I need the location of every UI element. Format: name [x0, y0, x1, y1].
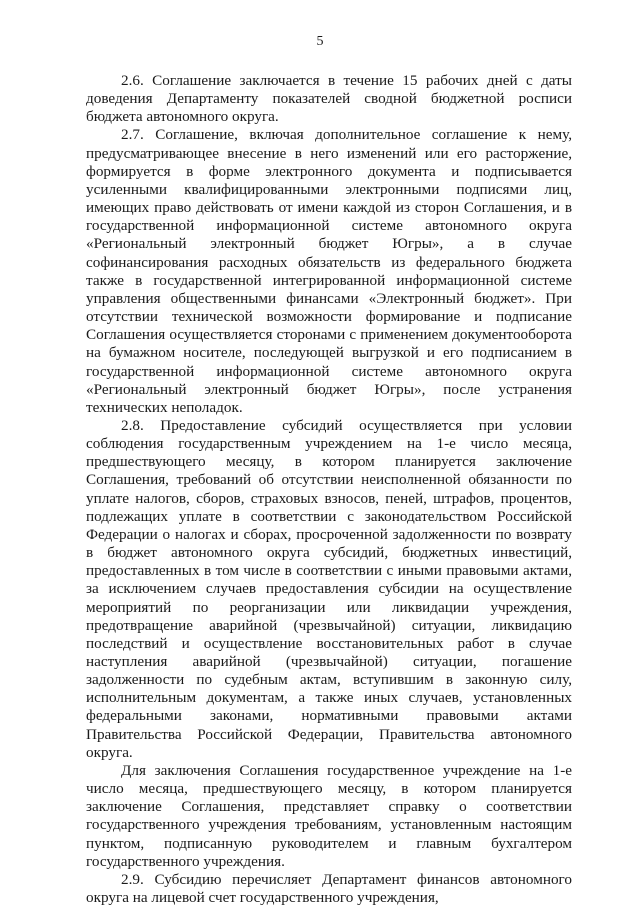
document-body — [86, 72, 572, 907]
paragraph-2-8: 2.8. Предоставление субсидий осуществляется при условии соблюдения государственным учреждением на 1-е число месяца, предшествующего месяцу, в котором планируется заключение Соглашения, требований об отсутствии неисполненной обязанности по уплате налогов, сборов, страховых взносов, пеней, штрафов, процентов, подлежащих уплате в соответствии с законодательством Российской Федерации о налогах и сборах, просроченной задолженности по возврату в бюджет автономного округа субсидий, бюджетных инвестиций, предоставленных в том числе в соответствии с иными правовыми актами, за исключением случаев предоставления субсидии на осуществление мероприятий по реорганизации или ликвидации учреждения, предотвращение аварийной (чрезвычайной) ситуации, ликвидацию последствий и осуществление восстановительных работ в случае наступления аварийной (чрезвычайной) ситуации, погашение задолженности по судебным актам, вступившим в законную силу, исполнительным документам, а также иных случаев, установленных федеральными законами, нормативными правовыми актами Правительства Российской Федерации, Правительства автономного округа. — [86, 416, 572, 761]
paragraph-2-7: 2.7. Соглашение, включая дополнительное соглашение к нему, предусматривающее внесение в него изменений или его расторжение, формируется в форме электронного документа и подписывается усиленными квалифицированными электронными подписями лиц, имеющих право действовать от имени каждой из сторон Соглашения, и в государственной информационной системе автономного округа «Региональный электронный бюджет Югры», а в случае софинансирования расходных обязательств из федерального бюджета также в государственной интегрированной информационной системе управления общественными финансами «Электронный бюджет». При отсутствии технической возможности формирование и подписание Соглашения осуществляется сторонами с применением документооборота на бумажном носителе, последующей выгрузкой и его подписанием в государственной информационной системе автономного округа «Региональный электронный бюджет Югры», после устранения технических неполадок. — [86, 126, 572, 416]
paragraph-2-6: 2.6. Соглашение заключается в течение 15 рабочих дней с даты доведения Департаменту показателей сводной бюджетной росписи бюджета автономного округа. — [86, 72, 572, 126]
paragraph-2-8-certificate: Для заключения Соглашения государственное учреждение на 1-е число месяца, предшествующего месяцу, в котором планируется заключение Соглашения, представляет справку о соответствии государственного учреждения требованиям, установленным настоящим пунктом, подписанную руководителем и главным бухгалтером государственного учреждения. — [86, 761, 572, 870]
paragraph-2-9: 2.9. Субсидию перечисляет Департамент финансов автономного округа на лицевой счет государственного учреждения, — [86, 870, 572, 907]
page-number: 5 — [316, 34, 324, 49]
